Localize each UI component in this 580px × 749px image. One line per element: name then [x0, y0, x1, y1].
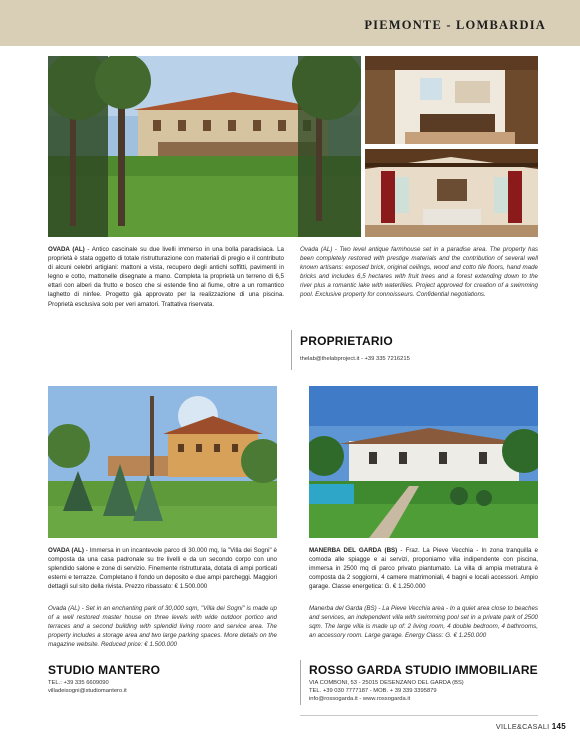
listing1-description-en: Ovada (AL) - Two level antique farmhouse set in a paradise area. The property has been completely restored with prestige materials and the contribution of several well known artisans: exposed brick, original ceilings, wood and cotto tile floors, hand made bricks and includes 6,5 hectares with fruit trees and a forest extending down to the river plus a romantic lake with waterlilies. Project approved for creation of a swimming pool. Exclusive property for connoisseurs. Confidential negotiations.: [300, 246, 538, 299]
manerba-villa-photo: [309, 386, 538, 538]
listing1-description-it: [48, 245, 284, 309]
listing2-email: villadeisogni@studiomantero.it: [48, 688, 127, 694]
page-number: 145: [551, 722, 566, 731]
listing3-title: MANERBA DEL GARDA (BS): [309, 547, 398, 554]
kitchen-interior-photo: [365, 56, 538, 144]
listing3-description-en: Manerba del Garda (BS) - La Pieve Vecchia area - In a quiet area close to beaches and services, an independent villa with swimming pool set in a private park of 2500 sqm. The large villa is made up of: 2 living room, 4 double bedroom, 4 bathrooms, an accessory room. Large garage. Energy Class: G. € 1.250.000: [309, 605, 538, 640]
listing1-title: OVADA (AL): [48, 246, 85, 253]
listing3-vertical-rule: [300, 660, 301, 705]
listing3-agency-name: ROSSO GARDA STUDIO IMMOBILIARE: [309, 663, 538, 677]
listing1-text-it: - Antico cascinale su due livelli immerso in una bolla paradisiaca. La proprietà è stata oggetto di totale ristrutturazione con materiali di pregio e il contributo di alcuni celebri artigiani: mattoni a vista, recupero degli antichi soffitti, pavimenti in legno e cotto, mattonelle disegnate a mano. Completa la proprietà un terreno di 6,5 ettari con alberi da frutto e bosco che si estende fino al fiume, oltre a un romantico laghetto di ninfee. Progetto già approvato per la realizzazione di una piscina. Proprietà esclusiva solo per veri amatori. Trattativa riservata.: [48, 246, 284, 308]
listing3-text-it: - Fraz. La Pieve Vecchia - In zona tranquilla e comoda alle spiagge e ai servizi, proponiamo villa indipendente con piscina, immersa in 2500 mq di parco privato piantumato. La villa di ampia metratura è composta da 2 soggiorni, 4 camere matrimoniali, 4 bagni e locali accessori. Ampio garage. Classe energetica: G. € 1.250.000: [309, 547, 538, 591]
listing3-email-web: info@rossogarda.it - www.rossogarda.it: [309, 696, 411, 702]
region-title: PIEMONTE - LOMBARDIA: [364, 18, 546, 32]
listing1-contact: thelab@thelabproject.it - +39 335 7216215: [300, 356, 410, 362]
listing1-vertical-rule: [291, 330, 292, 370]
listing2-text-it: - Immersa in un incantevole parco di 30.000 mq, la "Villa dei Sogni" è composta da una casa padronale su tre livelli e da un secondo corpo con uno splendido salone e zone di servizio. Finemente ristrutturata, dotata di ampi porticati esterni e terrazze. Completano il fondo un deposito e due ampi parcheggi. Maggiori dettagli sul sito della rivista. Prezzo ribassato: € 1.500.000: [48, 547, 277, 591]
listing2-title: OVADA (AL): [48, 547, 84, 554]
listing3-phone: TEL. +39 030 7777187 - MOB. + 39 339 3395879: [309, 688, 437, 694]
footer-rule: [300, 715, 538, 716]
bedroom-interior-photo: [365, 149, 538, 237]
listing1-agency-name: PROPRIETARIO: [300, 334, 393, 348]
listing2-description-en: Ovada (AL) - Set in an enchanting park of 30,000 sqm, "Villa dei Sogni" is made up of a well restored master house on three levels with wide outdoor portico and terraces and a second building with splendid living room and service area. The property includes a storage area and two large parking spaces. More details on the magazine website. Reduced price: € 1.500.000: [48, 605, 277, 649]
listing3-address: VIA COMBONI, 53 - 25015 DESENZANO DEL GARDA (BS): [309, 680, 464, 686]
listing2-contact: [48, 679, 127, 695]
villa-dei-sogni-photo: [48, 386, 277, 538]
listing3-contact: [309, 679, 464, 703]
farmhouse-exterior-photo: [48, 56, 361, 237]
section-header-band: [0, 0, 580, 46]
listing2-description-it: [48, 546, 277, 591]
listing2-agency-name: STUDIO MANTERO: [48, 663, 161, 677]
page-footer: [496, 722, 566, 731]
listing2-phone: TEL.: +39 335 6609090: [48, 680, 109, 686]
magazine-name: VILLE&CASALI: [495, 722, 550, 731]
listing3-description-it: [309, 546, 538, 591]
